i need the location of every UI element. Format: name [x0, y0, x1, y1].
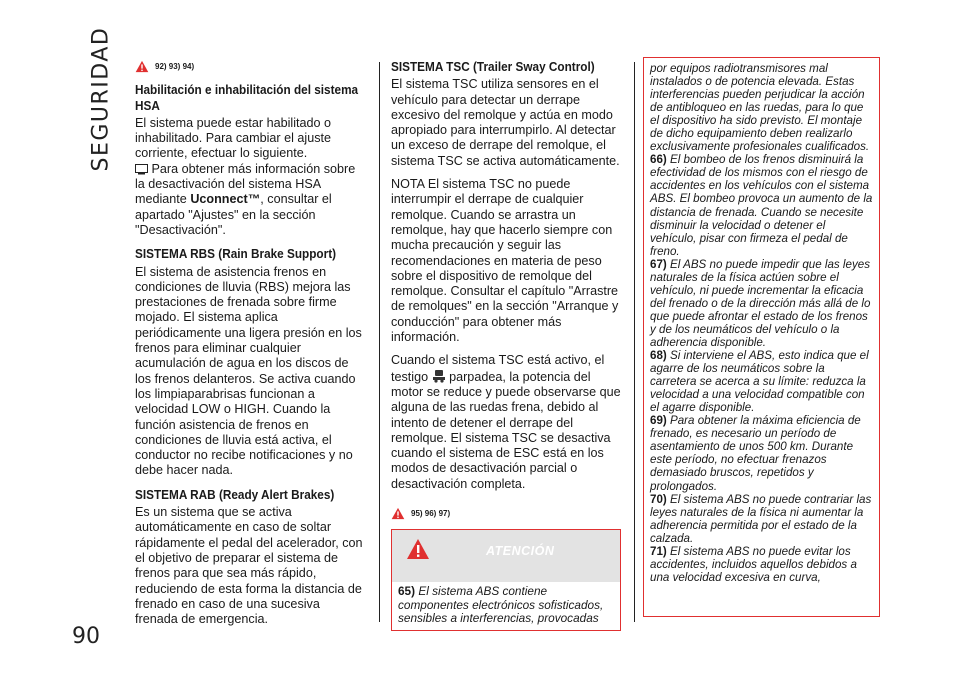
warning-number: 65): [398, 584, 416, 599]
note-67: 67) El ABS no puede impedir que las leyes naturales de la física actúen sobre el vehículo, ni puede incrementar la eficacia del frenado o de la dirección más allá de lo que puede afrontar el estado de los frenos y de los neumáticos del vehículo o la adherencia disponible.: [650, 257, 871, 349]
warning-box: [391, 529, 621, 630]
section-tab: [78, 26, 124, 180]
tsc-active-text: Cuando el sistema TSC está activo, el testigo parpadea, la potencia del motor se reduce y puede observarse que alguna de las ruedas frena, debido al intento de detener el derrape del remolque. El sistema TSC se desactiva cuando el sistema de ESC está en los modos de desactivación parcial o desactivación completa.: [391, 353, 621, 491]
rab-text: Es un sistema que se activa automáticamente en caso de soltar rápidamente el pedal del acelerador, con el objetivo de preparar el sistema de frenos para que sea más rápido, reduciendo de esta forma la distancia de frenado en caso de una sucesiva frenada de emergencia.: [135, 505, 363, 627]
warning-continuation-box: [643, 57, 880, 617]
warning-text: El sistema ABS contiene componentes electrónicos sofisticados, sensibles a interferencias, provocadas: [398, 584, 604, 626]
column-1: [135, 59, 365, 635]
uconnect-screen-icon: [135, 164, 148, 175]
warning-intro: por equipos radiotransmisores mal instalados o de potencia elevada. Estas interferencias pueden perjudicar la acción de antibloqueo en las ruedas, para lo que el dispositivo ha sido previsto. El montaje de dicho equipamiento deben realizarlo exclusivamente profesionales cualificados.: [650, 62, 870, 154]
warning-triangle-icon: [391, 507, 405, 520]
note-71: 71) El sistema ABS no puede evitar los accidentes, incluidos aquellos debidos a una velocidad excesiva en curva,: [650, 544, 857, 584]
tsc-note: NOTA El sistema TSC no puede interrumpir el derrape de cualquier remolque. Cuando se arrastra un remolque, hay que hacerlo siempre con mucha precaución y seguir las recomendaciones en materia de peso sobre el dispositivo de remolque del remolque. Consultar el capítulo "Arrastre de remolques" en la sección "Arranque y conducción" para obtener más información.: [391, 177, 619, 345]
note-66: 66) El bombeo de los frenos disminuirá la efectividad de los mismos con el riesgo de accidentes en los vehículos con el sistema ABS. El bombeo provoca un aumento de la distancia de frenada. Cuando se necesite disminuir la velocidad o detener el vehículo, pisar con firmeza el pedal de freno.: [650, 153, 873, 258]
note-70: 70) El sistema ABS no puede contrariar las leyes naturales de la física ni aumentar la adherencia permitida por el estado de la calzada.: [650, 492, 872, 545]
warning-triangle-icon: [135, 60, 149, 73]
warning-body: [392, 582, 620, 629]
rbs-heading: SISTEMA RBS (Rain Brake Support): [135, 246, 337, 262]
column-2: [391, 59, 621, 631]
reference-numbers: 95) 96) 97): [411, 509, 451, 519]
note-69: 69) Para obtener la máxima eficiencia de frenado, es necesario un período de asentamiento de unos 500 km. Durante este período, no efectuar frenazos demasiado bruscos, repetidos y prolongados.: [650, 414, 861, 493]
rbs-text: El sistema de asistencia frenos en condiciones de lluvia (RBS) mejora las prestaciones de frenada sobre firme mojado. El sistema aplica periódicamente una ligera presión en los frenos para eliminar cualquier acumulación de agua en los discos de los frenos delanteros. Se activa cuando los limpiaparabrisas funcionan a velocidad LOW o HIGH. Cuando la función asistencia de frenos en condiciones de lluvia está activa, el conductor no recibe notificaciones y no debe hacer nada.: [135, 264, 362, 478]
section-title: SEGURIDAD: [88, 26, 114, 172]
tsc-text: El sistema TSC utiliza sensores en el vehículo para detectar un derrape excesivo del remolque y actúa en modo apropiado para interrumpirlo. Al detectar un exceso de derrape del remolque, el sistema TSC se activa automáticamente.: [391, 77, 620, 168]
rab-heading: SISTEMA RAB (Ready Alert Brakes): [135, 486, 335, 502]
warning-references: [135, 59, 365, 74]
note-68: 68) Si interviene el ABS, esto indica que el agarre de los neumáticos sobre la carretera se acerca a su límite: reduzca la velocidad a una velocidad compatible con el agarre disponible.: [650, 349, 869, 415]
page-number: 90: [72, 624, 100, 649]
tsc-heading: SISTEMA TSC (Trailer Sway Control): [391, 59, 595, 74]
warning-references-2: [391, 506, 621, 521]
hsa-text: El sistema puede estar habilitado o inhabilitado. Para cambiar el ajuste corriente, efectuar lo siguiente.: [135, 115, 332, 161]
trailer-sway-warning-icon: [432, 369, 446, 383]
warning-triangle-icon: [406, 538, 430, 560]
column-divider-1: [379, 62, 380, 622]
hsa-uconnect-text: Para obtener más información sobre la desactivación del sistema HSA mediante Uconnect™, consultar el apartado "Ajustes" en la sección "Desactivación".: [135, 161, 356, 237]
warning-label: ATENCIÓN: [486, 544, 555, 559]
warning-header: [392, 530, 620, 582]
column-divider-2: [634, 62, 635, 622]
hsa-heading: Habilitación e inhabilitación del sistema HSA: [135, 82, 359, 113]
reference-numbers: 92) 93) 94): [155, 62, 195, 71]
